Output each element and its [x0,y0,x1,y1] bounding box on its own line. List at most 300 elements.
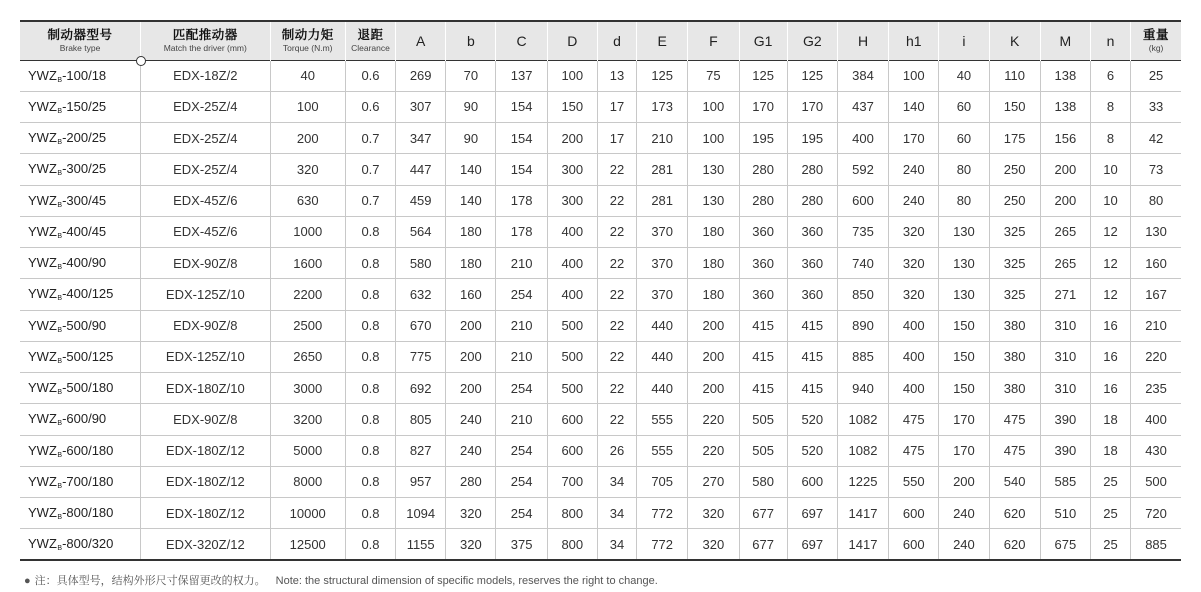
table-cell: 33 [1148,99,1164,115]
table-cell: 675 [1040,529,1090,560]
table-cell: 180 [688,216,739,247]
table-cell: 200 [270,123,345,154]
table-row [20,248,1181,279]
brake-model-subscript: B [57,357,63,365]
table-cell: 150 [939,310,989,341]
column-header-cn: 制动力矩 [281,28,334,43]
table-cell: 360 [739,248,787,279]
table-cell: 200 [446,373,496,404]
table-cell: 34 [597,498,636,529]
brake-model-prefix: YWZ [28,192,57,208]
table-cell: 550 [889,466,939,497]
table-cell: 0.8 [345,498,395,529]
table-cell: 281 [637,154,688,185]
table-cell: 200 [939,466,989,497]
table-cell: 520 [787,435,837,466]
table-cell: 138 [1040,91,1090,122]
table-cell: 240 [889,185,939,216]
table-cell: 281 [637,185,688,216]
table-cell: 2500 [270,310,345,341]
table-cell: 240 [939,529,989,560]
table-cell: EDX-125Z/10 [141,279,271,310]
table-row [20,310,1181,341]
brake-model-subscript: B [57,389,63,397]
table-cell: 200 [1040,185,1090,216]
column-header: A [396,21,446,60]
table-cell: 240 [889,154,939,185]
table-row [20,185,1181,216]
table-cell: 73 [1148,161,1164,177]
table-cell: 670 [396,310,446,341]
table-cell: EDX-45Z/6 [141,185,271,216]
brake-model-suffix: -400/90 [62,255,107,271]
table-cell: 885 [1145,536,1167,552]
brake-model-suffix: -600/180 [62,442,114,458]
table-cell: 500 [547,341,597,372]
table-cell: 8 [1090,91,1130,122]
table-row [20,279,1181,310]
table-cell: 254 [496,435,547,466]
table-cell: 130 [1145,224,1167,240]
table-cell: EDX-180Z/12 [141,435,271,466]
table-cell: 220 [688,435,739,466]
table-cell: 170 [939,435,989,466]
brake-model-suffix: -700/180 [62,473,114,489]
table-cell: 400 [547,216,597,247]
table-cell: 430 [1145,443,1167,459]
table-cell: 271 [1040,279,1090,310]
brake-model-suffix: -500/125 [62,348,114,364]
table-cell: EDX-25Z/4 [141,91,271,122]
table-cell: EDX-180Z/10 [141,373,271,404]
table-cell: 150 [939,341,989,372]
table-cell: 310 [1040,373,1090,404]
table-cell: 18 [1090,435,1130,466]
table-cell: 140 [446,154,496,185]
table-cell: 320 [889,216,939,247]
table-cell: 0.8 [345,404,395,435]
table-cell: 210 [496,341,547,372]
table-cell: 200 [688,341,739,372]
brake-model-cell [20,466,141,497]
table-cell: 167 [1145,286,1167,302]
table-cell: 178 [496,216,547,247]
brake-model-suffix: -800/180 [62,505,114,521]
table-cell: 100 [270,91,345,122]
brake-model-prefix: YWZ [28,505,57,521]
table-cell: 280 [787,154,837,185]
brake-model-subscript: B [57,232,63,240]
table-cell: 154 [496,91,547,122]
table-cell: 360 [739,279,787,310]
table-cell: 459 [396,185,446,216]
table-cell: 475 [989,435,1040,466]
brake-model-subscript: B [57,201,63,209]
brake-spec-table [20,20,1181,561]
table-cell: 390 [1040,404,1090,435]
brake-model-subscript: B [57,295,63,303]
column-header: h1 [889,21,939,60]
table-cell: 0.8 [345,466,395,497]
table-cell: 25 [1090,529,1130,560]
table-row [20,154,1181,185]
table-cell: 1417 [837,529,888,560]
table-cell: 0.8 [345,216,395,247]
table-cell: 40 [939,60,989,91]
brake-model-subscript: B [57,139,63,147]
table-cell: 1155 [396,529,446,560]
column-header-en: (kg) [1148,42,1164,53]
table-cell: 0.7 [345,154,395,185]
column-header [1131,21,1181,60]
spec-sheet [20,20,1181,561]
table-cell: 400 [889,310,939,341]
table-cell: 885 [837,341,888,372]
table-cell: 437 [837,91,888,122]
table-cell: 500 [547,373,597,404]
table-row [20,435,1181,466]
table-row [20,216,1181,247]
table-cell: 170 [889,123,939,154]
table-cell: 16 [1090,341,1130,372]
table-cell: 697 [787,529,837,560]
table-cell: EDX-180Z/12 [141,498,271,529]
table-cell: 12 [1090,248,1130,279]
table-cell: 620 [989,498,1040,529]
table-row [20,373,1181,404]
table-cell: 400 [837,123,888,154]
table-cell: 170 [787,91,837,122]
table-cell: 320 [688,498,739,529]
table-cell: 447 [396,154,446,185]
table-cell: 25 [1090,466,1130,497]
table-cell: 130 [688,185,739,216]
table-cell: 180 [688,248,739,279]
table-cell: 1082 [837,404,888,435]
table-cell: 90 [446,123,496,154]
brake-model-prefix: YWZ [28,442,57,458]
column-header-en: Clearance [351,42,390,53]
table-cell: 250 [989,185,1040,216]
table-cell: 22 [597,373,636,404]
table-cell: 1417 [837,498,888,529]
footnote-en: Note: the structural dimension of specific models, reserves the right to change. [275,575,658,587]
table-cell: 150 [939,373,989,404]
column-header: n [1090,21,1130,60]
table-cell: 375 [496,529,547,560]
table-cell: 370 [637,216,688,247]
brake-model-subscript: B [57,482,63,490]
table-cell: 150 [547,91,597,122]
table-cell: 170 [739,91,787,122]
brake-model-suffix: -100/18 [62,67,107,83]
table-cell: 360 [787,248,837,279]
table-cell: 380 [989,373,1040,404]
brake-model-cell [20,435,141,466]
brake-model-subscript: B [57,514,63,522]
brake-model-cell [20,373,141,404]
table-body [20,60,1181,560]
table-cell: 580 [396,248,446,279]
table-cell: 130 [688,154,739,185]
table-cell: 17 [597,123,636,154]
table-cell: 3200 [270,404,345,435]
table-cell: 240 [446,435,496,466]
table-cell: 415 [739,310,787,341]
table-row [20,123,1181,154]
table-cell: 700 [547,466,597,497]
table-cell: 475 [889,404,939,435]
column-header: i [939,21,989,60]
table-cell: 235 [1145,380,1167,396]
table-cell: 325 [989,216,1040,247]
brake-model-cell [20,404,141,435]
column-header: G2 [787,21,837,60]
column-header [20,21,141,60]
table-cell: 415 [787,373,837,404]
table-cell: 0.6 [345,91,395,122]
table-cell: 200 [688,310,739,341]
table-cell: 0.8 [345,310,395,341]
table-cell: 125 [787,60,837,91]
table-cell: 415 [739,373,787,404]
table-cell: 390 [1040,435,1090,466]
column-header-cn: 重量 [1143,28,1170,43]
table-cell: 740 [837,248,888,279]
table-cell: 1082 [837,435,888,466]
table-cell: 320 [889,248,939,279]
table-cell: 600 [837,185,888,216]
table-cell: 240 [446,404,496,435]
table-cell: 10 [1090,185,1130,216]
footnote-cn: 注：具体型号，结构外形尺寸保留更改的权力。 [34,575,266,587]
table-cell: 80 [939,154,989,185]
column-header: E [637,21,688,60]
table-cell: 125 [637,60,688,91]
table-cell: 697 [787,498,837,529]
table-cell: 75 [688,60,739,91]
brake-model-prefix: YWZ [28,98,57,114]
brake-model-prefix: YWZ [28,317,57,333]
brake-model-cell [20,60,141,91]
table-row [20,466,1181,497]
table-cell: 2200 [270,279,345,310]
table-cell: 180 [446,216,496,247]
table-cell: 827 [396,435,446,466]
table-cell: 320 [688,529,739,560]
brake-model-cell [20,498,141,529]
table-cell: 510 [1040,498,1090,529]
table-cell: 772 [637,498,688,529]
table-cell: 156 [1040,123,1090,154]
table-cell: 564 [396,216,446,247]
brake-model-cell [20,154,141,185]
table-cell: 320 [446,498,496,529]
table-cell: 160 [1145,255,1167,271]
table-cell: 320 [889,279,939,310]
table-cell: 3000 [270,373,345,404]
table-cell: 0.8 [345,373,395,404]
table-cell: 34 [597,466,636,497]
brake-model-subscript: B [57,545,63,553]
table-cell: 1225 [837,466,888,497]
table-cell: 400 [547,248,597,279]
column-header [141,21,271,60]
table-cell: 34 [597,529,636,560]
table-cell: 180 [688,279,739,310]
table-cell: 500 [1145,474,1167,490]
table-cell: 380 [989,310,1040,341]
table-cell: 400 [1145,411,1167,427]
brake-model-cell [20,216,141,247]
brake-model-prefix: YWZ [28,380,57,396]
table-cell: 0.8 [345,248,395,279]
table-cell: 320 [270,154,345,185]
brake-model-cell [20,279,141,310]
column-header: H [837,21,888,60]
table-cell: 310 [1040,341,1090,372]
column-header-cn: 匹配推动器 [172,28,238,43]
table-cell: 16 [1090,310,1130,341]
footnote [24,572,658,588]
column-header: b [446,21,496,60]
table-cell: 180 [446,248,496,279]
table-cell: 890 [837,310,888,341]
table-cell: 265 [1040,248,1090,279]
column-header-cn: 退距 [357,28,384,43]
column-header: d [597,21,636,60]
brake-model-suffix: -150/25 [62,98,107,114]
brake-model-suffix: -800/320 [62,536,114,552]
brake-model-cell [20,185,141,216]
table-cell: 540 [989,466,1040,497]
table-cell: 1000 [270,216,345,247]
table-cell: EDX-90Z/8 [141,310,271,341]
table-cell: 850 [837,279,888,310]
table-cell: 677 [739,529,787,560]
table-cell: 178 [496,185,547,216]
table-cell: 18 [1090,404,1130,435]
brake-model-subscript: B [57,170,63,178]
table-cell: 195 [787,123,837,154]
table-cell: 12 [1090,216,1130,247]
table-cell: 370 [637,279,688,310]
table-cell: 475 [989,404,1040,435]
brake-model-subscript: B [57,76,63,84]
table-cell: 200 [446,341,496,372]
table-cell: 100 [688,91,739,122]
brake-model-suffix: -500/90 [62,317,107,333]
table-cell: 500 [547,310,597,341]
table-cell: 210 [496,404,547,435]
brake-model-prefix: YWZ [28,223,57,239]
table-cell: 805 [396,404,446,435]
table-cell: EDX-180Z/12 [141,466,271,497]
brake-model-cell [20,310,141,341]
table-cell: 254 [496,466,547,497]
table-cell: 1094 [396,498,446,529]
table-cell: 307 [396,91,446,122]
table-cell: 250 [989,154,1040,185]
table-cell: 600 [547,404,597,435]
table-cell: 70 [446,60,496,91]
brake-model-suffix: -500/180 [62,380,114,396]
table-cell: 0.8 [345,341,395,372]
table-cell: 0.8 [345,435,395,466]
brake-model-prefix: YWZ [28,67,57,83]
table-cell: 940 [837,373,888,404]
table-cell: 415 [739,341,787,372]
brake-model-prefix: YWZ [28,411,57,427]
table-cell: 400 [889,341,939,372]
table-cell: 505 [739,404,787,435]
table-row [20,404,1181,435]
column-header [270,21,345,60]
table-cell: 555 [637,435,688,466]
table-cell: EDX-90Z/8 [141,404,271,435]
table-cell: EDX-18Z/2 [141,60,271,91]
table-cell: 10 [1090,154,1130,185]
table-cell: 90 [446,91,496,122]
table-cell: 415 [787,310,837,341]
table-row [20,60,1181,91]
table-cell: EDX-90Z/8 [141,248,271,279]
table-cell: 600 [889,498,939,529]
table-cell: 360 [787,279,837,310]
table-cell: 280 [739,154,787,185]
brake-model-cell [20,248,141,279]
table-cell: 220 [1145,349,1167,365]
table-cell: 60 [939,91,989,122]
table-cell: 1600 [270,248,345,279]
table-row [20,529,1181,560]
table-cell: 520 [787,404,837,435]
table-cell: 100 [688,123,739,154]
table-cell: 592 [837,154,888,185]
table-cell: 150 [989,91,1040,122]
table-cell: EDX-45Z/6 [141,216,271,247]
table-cell: 130 [939,216,989,247]
brake-model-prefix: YWZ [28,473,57,489]
table-cell: 300 [547,154,597,185]
table-cell: 310 [1040,310,1090,341]
table-cell: 42 [1148,130,1164,146]
table-cell: 210 [637,123,688,154]
table-cell: EDX-125Z/10 [141,341,271,372]
table-cell: 200 [547,123,597,154]
table-cell: 632 [396,279,446,310]
table-cell: 26 [597,435,636,466]
table-cell: 240 [939,498,989,529]
column-header: M [1040,21,1090,60]
table-cell: 384 [837,60,888,91]
table-cell: 0.8 [345,279,395,310]
table-cell: 200 [1040,154,1090,185]
table-cell: 630 [270,185,345,216]
table-cell: 160 [446,279,496,310]
table-row [20,341,1181,372]
table-cell: 16 [1090,373,1130,404]
column-header: G1 [739,21,787,60]
table-row [20,91,1181,122]
table-cell: 80 [1148,193,1164,209]
table-cell: 400 [889,373,939,404]
brake-model-subscript: B [57,107,63,115]
brake-model-suffix: -600/90 [62,411,107,427]
brake-model-prefix: YWZ [28,536,57,552]
table-cell: 6 [1090,60,1130,91]
table-cell: 130 [939,248,989,279]
